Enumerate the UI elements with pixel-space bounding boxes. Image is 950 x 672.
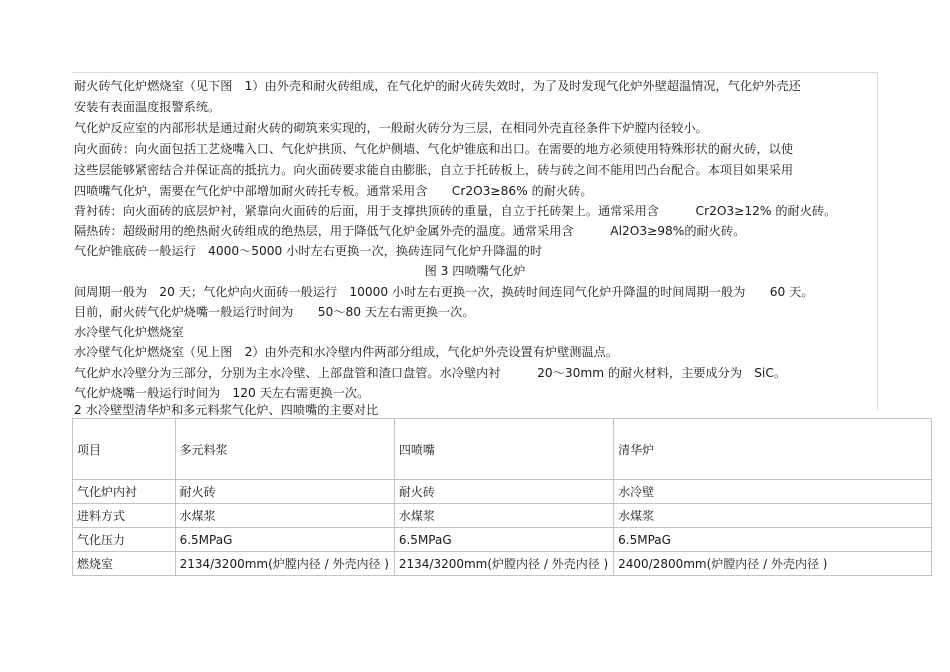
comparison-table — [72, 418, 932, 576]
paragraph-line: 气化炉水冷壁分为三部分，分别为主水冷壁、上部盘管和渣口盘管。水冷壁内衬 20～30mm 的耐火材料，主要成分为 SiC。 — [74, 366, 787, 380]
table-cell: 2134/3200mm(炉膛内径 / 外壳内径 ) — [394, 552, 613, 576]
paragraph-line: 水冷壁气化炉燃烧室（见上图 2）由外壳和水冷壁内件两部分组成，气化炉外壳设置有炉壁测温点。 — [74, 345, 619, 359]
table-cell: 水冷壁 — [614, 480, 932, 504]
table-cell: 耐火砖 — [175, 480, 394, 504]
table-cell: 水煤浆 — [614, 504, 932, 528]
table-header-row — [73, 419, 932, 480]
paragraph-line: 安装有表面温度报警系统。 — [74, 100, 221, 114]
paragraph-line: 四喷嘴气化炉，需要在气化炉中部增加耐火砖托专板。通常采用含 Cr2O3≥86% 的耐火砖。 — [74, 184, 593, 198]
table-cell: 2134/3200mm(炉膛内径 / 外壳内径 ) — [175, 552, 394, 576]
figure-caption: 图 3 四喷嘴气化炉 — [424, 264, 526, 278]
table-cell: 6.5MPaG — [394, 528, 613, 552]
header-cell: 多元料浆 — [175, 419, 394, 480]
table-title: 2 水冷壁型清华炉和多元料浆气化炉、四喷嘴的主要对比 — [74, 403, 379, 417]
header-cell: 项目 — [73, 419, 176, 480]
paragraph-line: 这些层能够紧密结合并保证高的抵抗力。向火面砖要求能自由膨胀，自立于托砖板上，砖与砖之间不能用凹凸台配合。本项目如果采用 — [74, 163, 794, 177]
header-cell: 四喷嘴 — [394, 419, 613, 480]
paragraph-line: 向火面砖：向火面包括工艺烧嘴入口、气化炉拱顶、气化炉侧墙、气化炉锥底和出口。在需要的地方必须使用特殊形状的耐火砖，以使 — [74, 142, 794, 156]
table-cell: 气化炉内衬 — [73, 480, 176, 504]
section-heading: 水冷壁气化炉燃烧室 — [74, 325, 184, 339]
table-row — [73, 480, 932, 504]
table-cell: 6.5MPaG — [175, 528, 394, 552]
paragraph-line: 背衬砖：向火面砖的底层炉衬，紧靠向火面砖的后面，用于支撑拱顶砖的重量，自立于托砖架上。通常采用含 Cr2O3≥12% 的耐火砖。 — [74, 204, 837, 218]
table-cell: 耐火砖 — [394, 480, 613, 504]
table-row — [73, 552, 932, 576]
header-cell: 清华炉 — [614, 419, 932, 480]
table-cell: 6.5MPaG — [614, 528, 932, 552]
table-row — [73, 528, 932, 552]
table-cell: 水煤浆 — [175, 504, 394, 528]
paragraph-line: 耐火砖气化炉燃烧室（见下图 1）由外壳和耐火砖组成，在气化炉的耐火砖失效时，为了及时发现气化炉外壁超温情况，气化炉外壳还 — [74, 79, 801, 93]
paragraph-line: 气化炉烧嘴一般运行时间为 120 天左右需更换一次。 — [74, 386, 370, 400]
paragraph-line: 间周期一般为 20 天；气化炉向火面砖一般运行 10000 小时左右更换一次，换砖时间连同气化炉升降温的时间周期一般为 60 天。 — [74, 285, 814, 299]
paragraph-line: 气化炉锥底砖一般运行 4000～5000 小时左右更换一次，换砖连同气化炉升降温的时 — [74, 244, 543, 258]
paragraph-line: 隔热砖：超级耐用的绝热耐火砖组成的绝热层，用于降低气化炉金属外壳的温度。通常采用含 Al2O3≥98%的耐火砖。 — [74, 224, 746, 238]
table-cell: 燃烧室 — [73, 552, 176, 576]
table-row — [73, 504, 932, 528]
table-cell: 水煤浆 — [394, 504, 613, 528]
paragraph-line: 目前，耐火砖气化炉烧嘴一般运行时间为 50～80 天左右需更换一次。 — [74, 305, 475, 319]
table-cell: 进料方式 — [73, 504, 176, 528]
paragraph-line: 气化炉反应室的内部形状是通过耐火砖的砌筑来实现的，一般耐火砖分为三层，在相同外壳直径条件下炉膛内径较小。 — [74, 121, 708, 135]
table-cell: 2400/2800mm(炉膛内径 / 外壳内径 ) — [614, 552, 932, 576]
table-cell: 气化压力 — [73, 528, 176, 552]
